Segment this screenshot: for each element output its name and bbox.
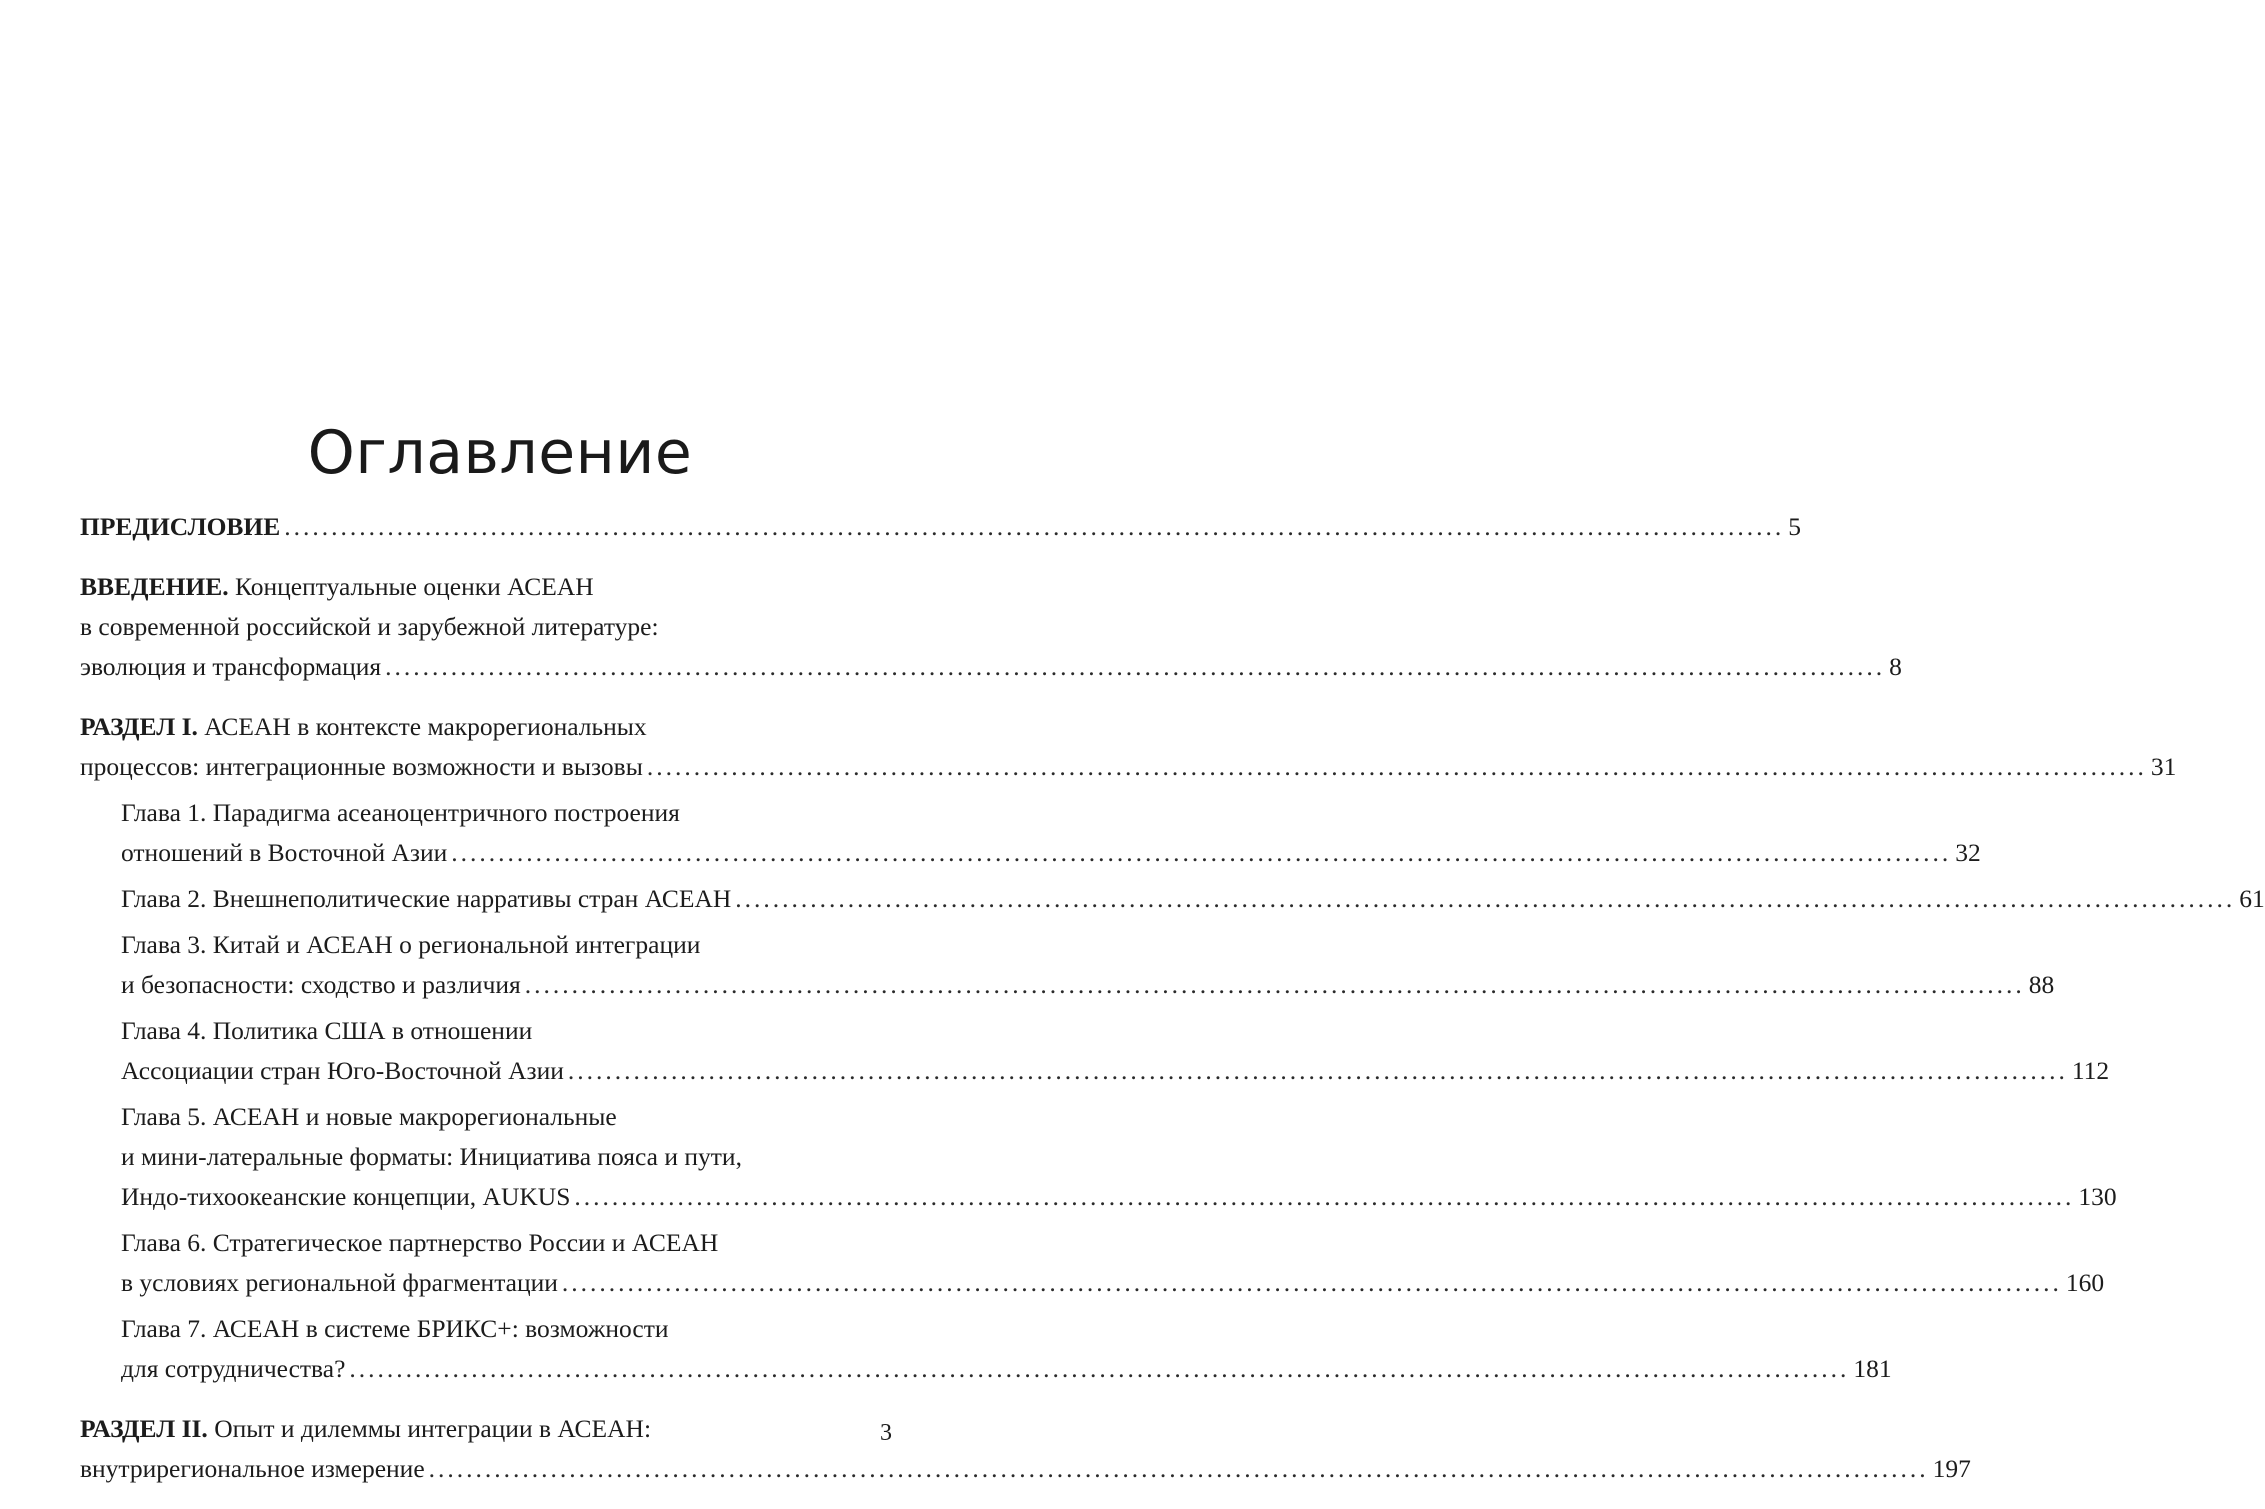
entry-text: эволюция и трансформация [80,652,382,681]
toc-entry-chapter-6 [121,1223,2105,1303]
entry-page-number: 197 [1932,1454,1971,1483]
dot-leader: ................................................................................................................................................................ [428,1454,1929,1483]
dot-leader: ................................................................................................................................................................ [561,1268,2062,1297]
entry-page-number: 88 [2028,970,2055,999]
entry-heading: ПРЕДИСЛОВИЕ [80,512,281,541]
entry-text: Индо-тихоокеанские концепции, AUKUS [121,1182,571,1211]
entry-text: Ассоциации стран Юго-Восточной Азии [121,1056,564,1085]
toc-entry-chapter-5 [121,1097,2117,1217]
entry-page-number: 61 [2239,884,2265,913]
entry-page-number: 31 [2150,752,2177,781]
entry-text: в современной российской и зарубежной литературе: [80,612,659,641]
toc-entry-chapter-1 [121,793,1981,873]
entry-text: внутрирегиональное измерение [80,1454,425,1483]
toc-entry-chapter-3 [121,925,2055,1005]
page-number: 3 [880,1420,892,1446]
toc-entry-chapter-2 [121,879,2265,919]
entry-text: и безопасности: сходство и различия [121,970,521,999]
entry-page-number: 181 [1853,1354,1892,1383]
entry-text: и мини-латеральные форматы: Инициатива пояса и пути, [121,1142,742,1171]
entry-text: Глава 1. Парадигма асеаноцентричного построения [121,798,680,827]
entry-text: процессов: интеграционные возможности и вызовы [80,752,643,781]
entry-text: Глава 3. Китай и АСЕАН о региональной интеграции [121,930,701,959]
dot-leader: ................................................................................................................................................................ [385,652,1886,681]
page-title: Оглавление [307,418,693,489]
entry-heading: РАЗДЕЛ II. [80,1414,208,1443]
entry-text: Глава 6. Стратегическое партнерство России и АСЕАН [121,1228,719,1257]
toc-entry-chapter-4 [121,1011,2110,1091]
entry-text: АСЕАН в контексте макрорегиональных [197,712,647,741]
entry-page-number: 5 [1788,512,1802,541]
dot-leader: ................................................................................................................................................................ [735,884,2236,913]
entry-text: Глава 7. АСЕАН в системе БРИКС+: возможности [121,1314,669,1343]
toc-entry-introduction [80,567,1902,687]
entry-text: Глава 5. АСЕАН и новые макрорегиональные [121,1102,617,1131]
dot-leader: ................................................................................................................................................................ [567,1056,2068,1085]
entry-text: Глава 4. Политика США в отношении [121,1016,533,1045]
entry-heading: РАЗДЕЛ I. [80,712,198,741]
entry-page-number: 8 [1889,652,1902,681]
entry-page-number: 160 [2065,1268,2105,1297]
entry-text: Опыт и дилеммы интеграции в АСЕАН: [207,1414,652,1443]
dot-leader: ................................................................................................................................................................ [574,1182,2075,1211]
toc-entry-part-2 [80,1409,1971,1489]
entry-page-number: 32 [1955,838,1981,867]
entry-text: Концептуальные оценки АСЕАН [228,572,594,601]
entry-text: отношений в Восточной Азии [121,838,448,867]
entry-page-number: 112 [2071,1056,2110,1085]
dot-leader: ................................................................................................................................................................ [646,752,2147,781]
table-of-contents [80,507,2265,1509]
dot-leader: ................................................................................................................................................................ [284,512,1785,541]
entry-text: для сотрудничества? [121,1354,346,1383]
entry-heading: ВВЕДЕНИЕ. [80,572,229,601]
dot-leader: ................................................................................................................................................................ [524,970,2025,999]
entry-text: в условиях региональной фрагментации [121,1268,558,1297]
dot-leader: ................................................................................................................................................................ [349,1354,1850,1383]
entry-text: Глава 2. Внешнеполитические нарративы стран АСЕАН [121,884,732,913]
dot-leader: ................................................................................................................................................................ [451,838,1952,867]
entry-page-number: 130 [2078,1182,2117,1211]
toc-entry-chapter-7 [121,1309,1892,1389]
toc-entry-part-1 [80,707,2177,787]
toc-entry-preface [80,507,1802,547]
